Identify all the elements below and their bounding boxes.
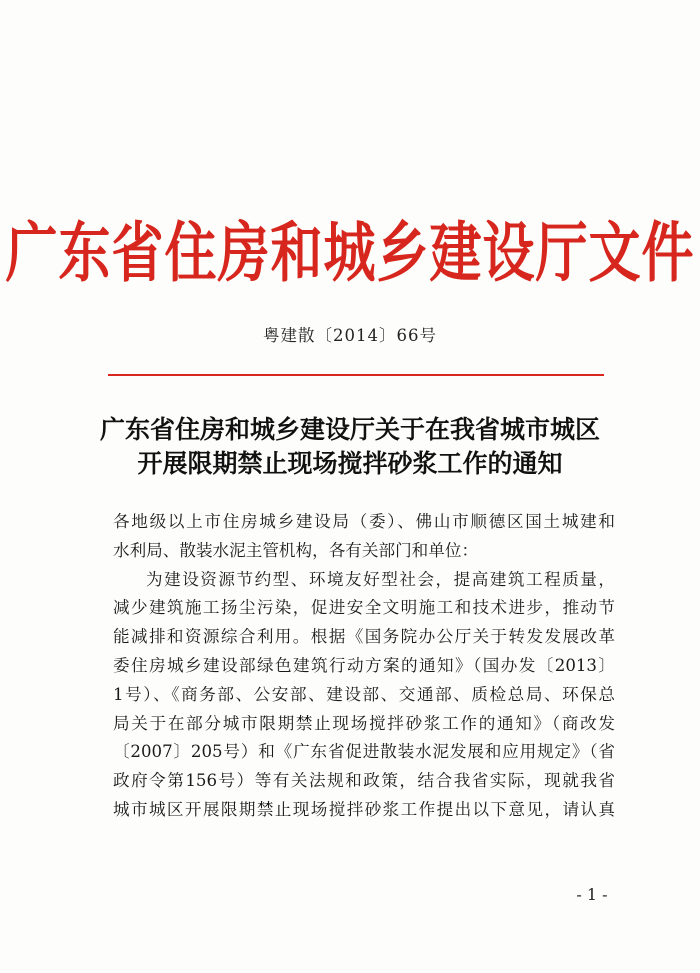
notice-title-line-1: 广东省住房和城乡建设厅关于在我省城市城区 xyxy=(99,415,600,444)
notice-title xyxy=(0,413,700,481)
body-line: 能减排和资源综合利用。根据《国务院办公厅关于转发发展改革 xyxy=(113,627,615,647)
body-line-salutation-2: 水利局、散装水泥主管机构，各有关部门和单位： xyxy=(113,540,479,560)
document-masthead: 广东省住房和城乡建设厅文件 xyxy=(5,215,695,292)
body-line: 1号）、《商务部、公安部、建设部、交通部、质检总局、环保总 xyxy=(113,684,615,704)
body-line: 政府令第156号）等有关法规和政策，结合我省实际，现就我省 xyxy=(113,771,615,791)
notice-title-line-2: 开展限期禁止现场搅拌砂浆工作的通知 xyxy=(137,449,563,478)
body-line: 减少建筑施工扬尘污染，促进安全文明施工和技术进步，推动节 xyxy=(113,598,615,618)
body-line-paragraph-start: 为建设资源节约型、环境友好型社会，提高建筑工程质量， xyxy=(146,569,615,589)
body-line: 委住房城乡建设部绿色建筑行动方案的通知》（国办发〔2013〕 xyxy=(113,655,615,675)
document-number: 粤建散〔2014〕66号 xyxy=(263,326,437,345)
body-line-salutation-1: 各地级以上市住房城乡建设局（委）、佛山市顺德区国土城建和 xyxy=(113,512,615,531)
red-divider-line xyxy=(108,374,604,376)
body-line: 〔2007〕205号）和《广东省促进散装水泥发展和应用规定》（省 xyxy=(113,742,615,762)
body-line: 城市城区开展限期禁止现场搅拌砂浆工作提出以下意见，请认真 xyxy=(113,799,615,819)
page-number: - 1 - xyxy=(576,885,608,904)
notice-body xyxy=(113,508,615,825)
body-line: 局关于在部分城市限期禁止现场搅拌砂浆工作的通知》（商改发 xyxy=(113,713,615,733)
